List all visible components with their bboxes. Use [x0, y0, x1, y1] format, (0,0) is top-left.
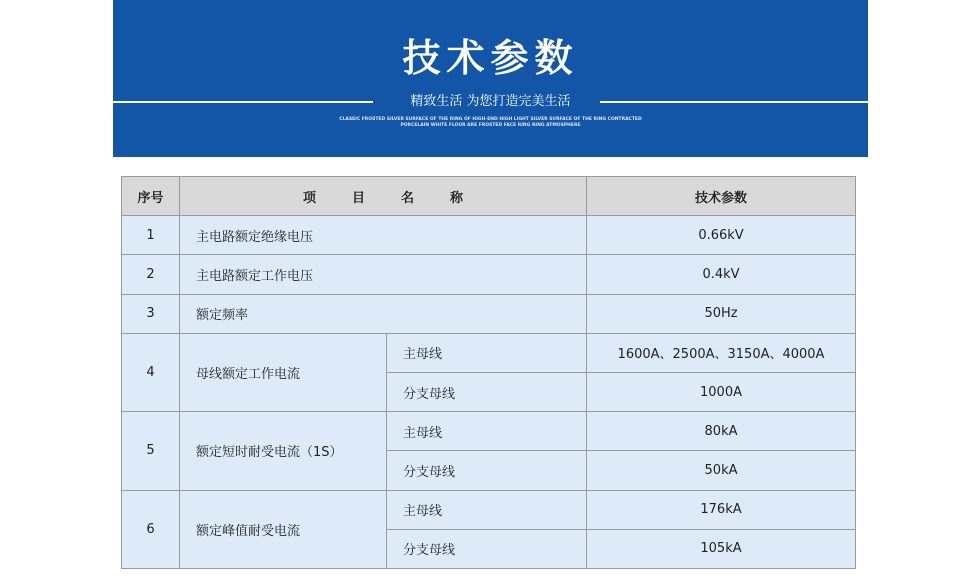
row-sub-label: 主母线	[387, 333, 587, 372]
row-value: 1000A	[587, 372, 856, 411]
row-no: 3	[122, 294, 180, 333]
row-value: 176kA	[587, 490, 856, 529]
row-no: 4	[122, 333, 180, 411]
banner-fine-line: PORCELAIN WHITE FLOUR ARE FROSTED FACE RING RING ATMOSPHERE	[400, 123, 581, 128]
table-row	[122, 333, 856, 372]
row-no: 2	[122, 255, 180, 294]
header-no: 序号	[122, 177, 180, 216]
row-name: 额定峰值耐受电流	[180, 490, 387, 569]
table-row	[122, 255, 856, 294]
table-header-row	[122, 177, 856, 216]
header-banner	[113, 0, 868, 157]
row-value: 50Hz	[587, 294, 856, 333]
row-name: 母线额定工作电流	[180, 333, 387, 411]
row-value: 0.4kV	[587, 255, 856, 294]
banner-title: 技术参数	[402, 35, 579, 80]
table-row	[122, 490, 856, 529]
banner-subtitle: 精致生活 为您打造完美生活	[410, 94, 571, 109]
row-no: 1	[122, 216, 180, 255]
row-name: 主电路额定绝缘电压	[180, 216, 587, 255]
row-sub-label: 主母线	[387, 490, 587, 529]
row-no: 5	[122, 412, 180, 490]
row-value: 105kA	[587, 529, 856, 568]
row-value: 1600A、2500A、3150A、4000A	[587, 333, 856, 372]
row-no: 6	[122, 490, 180, 569]
row-sub-label: 分支母线	[387, 451, 587, 490]
row-name: 额定短时耐受电流（1S）	[180, 412, 387, 490]
header-param: 技术参数	[587, 177, 856, 216]
row-sub-label: 分支母线	[387, 529, 587, 568]
row-value: 50kA	[587, 451, 856, 490]
table-row	[122, 412, 856, 451]
row-name: 额定频率	[180, 294, 587, 333]
row-value: 0.66kV	[587, 216, 856, 255]
row-name: 主电路额定工作电压	[180, 255, 587, 294]
table-row	[122, 294, 856, 333]
banner-fine-line: CLASSIC FROSTED SILVER SURFACE OF THE RING OF HIGH-END HIGH LIGHT SILVER SURFACE OF THE RING CONTRACTED	[339, 117, 642, 122]
spec-table	[121, 176, 856, 569]
banner-fine-print	[113, 117, 868, 129]
row-sub-label: 主母线	[387, 412, 587, 451]
row-value: 80kA	[587, 412, 856, 451]
header-item-name: 项目名称	[180, 177, 587, 216]
table-row	[122, 216, 856, 255]
row-sub-label: 分支母线	[387, 372, 587, 411]
